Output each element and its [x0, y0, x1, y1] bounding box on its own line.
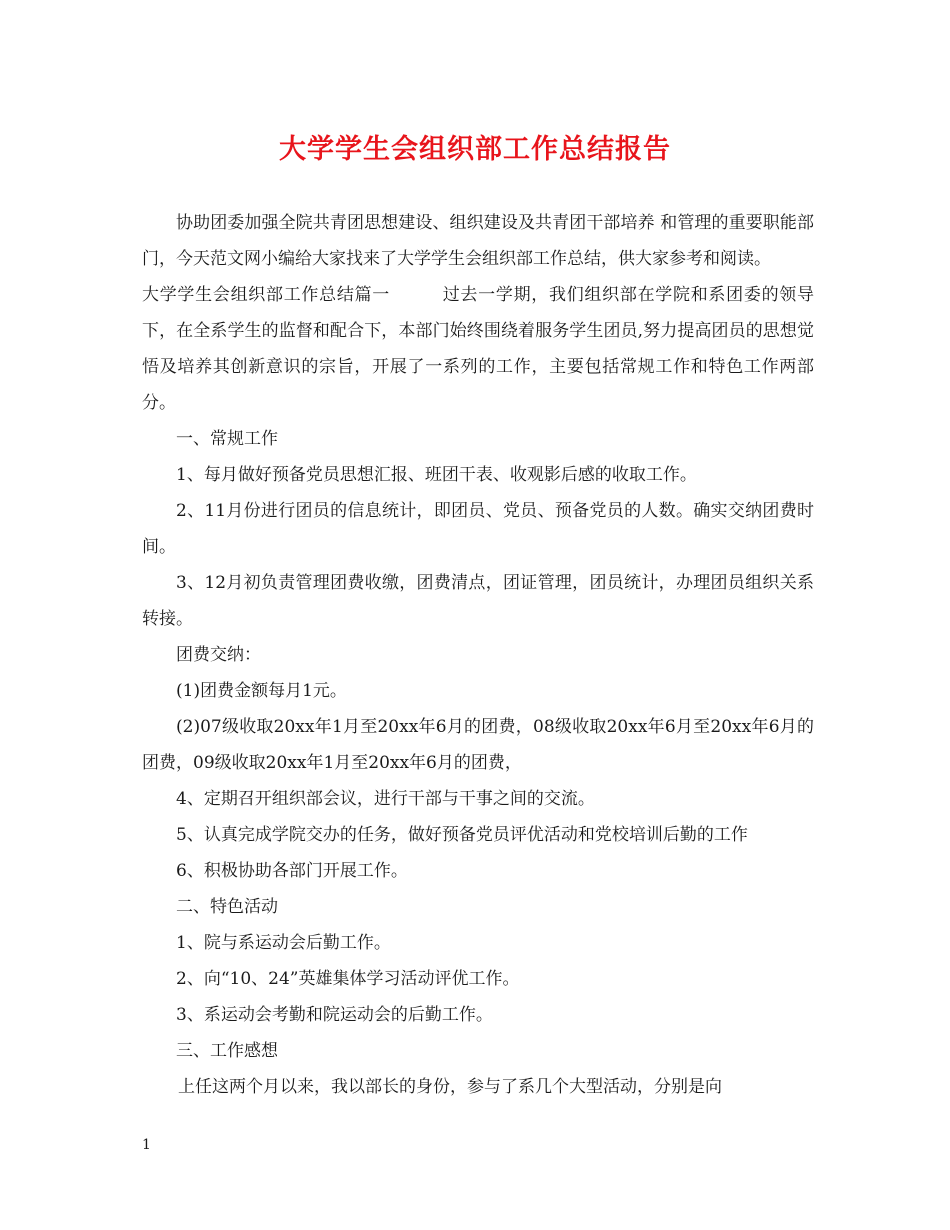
- document-body: [142, 205, 814, 1105]
- page-number: 1: [142, 1137, 151, 1153]
- list-item: 5、认真完成学院交办的任务，做好预备党员评优活动和党校培训后勤的工作: [176, 825, 748, 845]
- list-item: 3、12月初负责管理团费收缴，团费清点，团证管理，团员统计，办理团员组织关系转接。: [142, 573, 814, 629]
- intro-paragraph: 协助团委加强全院共青团思想建设、组织建设及共青团干部培养 和管理的重要职能部门，今天范文网小编给大家找来了大学学生会组织部工作总结，供大家参考和阅读。: [142, 213, 814, 269]
- list-item: (1)团费金额每月1元。: [176, 681, 347, 701]
- list-item: 4、定期召开组织部会议，进行干部与干事之间的交流。: [176, 789, 595, 809]
- list-item: 6、积极协助各部门开展工作。: [176, 861, 408, 881]
- list-item: 一、常规工作: [176, 429, 278, 449]
- section-text: 过去一学期，我们组织部在学院和系团委的领导下，在全系学生的监督和配合下，本部门始终围绕着服务学生团员,努力提高团员的思想觉悟及培养其创新意识的宗旨，开展了一系列的工作，主要包括常规工作和特色工作两部分。: [142, 285, 814, 413]
- list-item: 团费交纳：: [176, 645, 261, 665]
- section-heading: 大学学生会组织部工作总结篇一: [142, 285, 390, 305]
- list-item: 3、系运动会考勤和院运动会的后勤工作。: [176, 1005, 493, 1025]
- list-item: 1、院与系运动会后勤工作。: [176, 933, 391, 953]
- list-item: 2、向“10、24”英雄集体学习活动评优工作。: [176, 969, 520, 989]
- section-paragraph: [142, 277, 814, 421]
- list-item: 2、11月份进行团员的信息统计，即团员、党员、预备党员的人数。确实交纳团费时间。: [142, 501, 814, 557]
- list-item: 上任这两个月以来，我以部长的身份，参与了系几个大型活动，分别是向: [178, 1077, 722, 1097]
- list-item: (2)07级收取20xx年1月至20xx年6月的团费，08级收取20xx年6月至20xx年6月的团费，09级收取20xx年1月至20xx年6月的团费，: [142, 717, 814, 773]
- list-item: 1、每月做好预备党员思想汇报、班团干表、收观影后感的收取工作。: [176, 465, 697, 485]
- document-title: 大学学生会组织部工作总结报告: [279, 134, 671, 165]
- list-item: 二、特色活动: [176, 897, 278, 917]
- list-item: 三、工作感想: [176, 1041, 278, 1061]
